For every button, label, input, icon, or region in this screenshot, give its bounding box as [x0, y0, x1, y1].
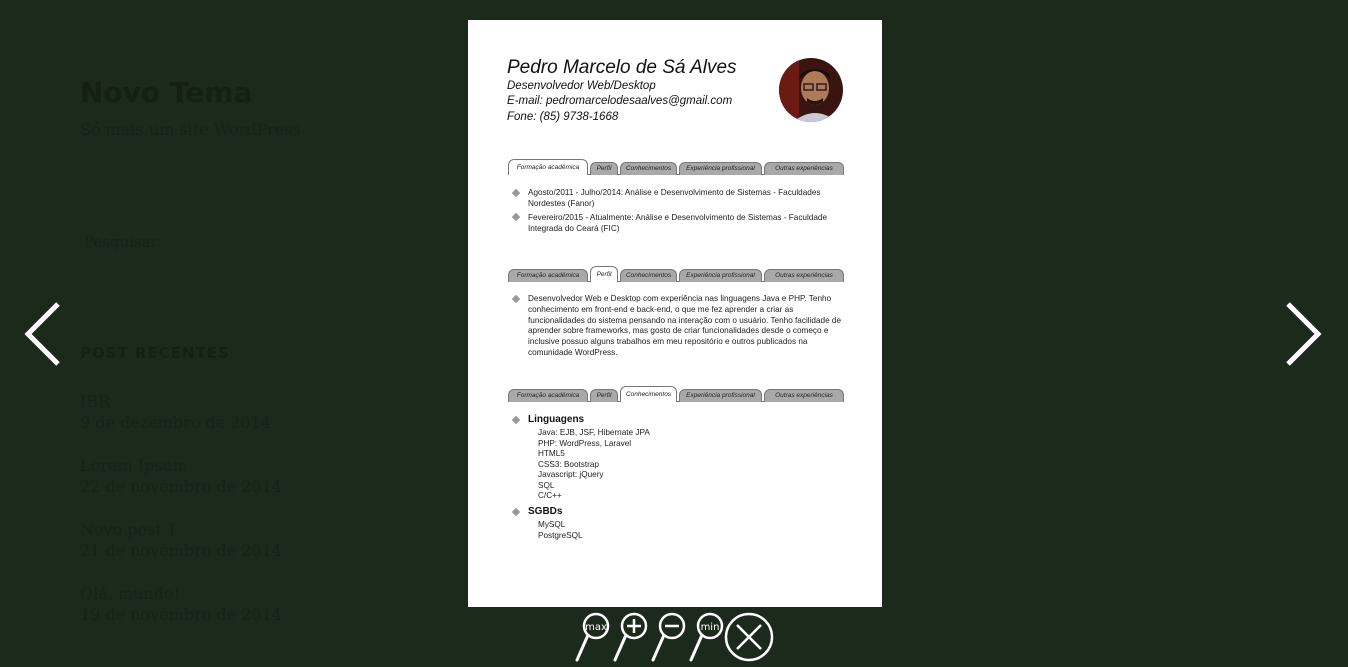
zoom-max-label: max: [585, 622, 607, 633]
tab-experiencia: Experiência profissional: [679, 269, 762, 282]
recent-post: [80, 520, 282, 560]
zoom-min-label: min: [700, 622, 720, 633]
bullet-icon: [512, 508, 520, 516]
site-description: Só mais um site WordPress: [80, 120, 301, 139]
zoom-out-icon: [650, 611, 688, 663]
post-title: Lorem Ipsum: [80, 456, 188, 475]
resume-role: Desenvolvedor Web/Desktop: [507, 80, 656, 92]
magnifier-icon: [574, 611, 612, 663]
tab-formacao: Formação acadêmica: [508, 159, 588, 175]
chevron-right-icon: [1284, 300, 1324, 368]
post-date: 19 de novembro de 2014: [80, 605, 282, 624]
tab-bar: [508, 157, 844, 177]
site-title: Novo Tema: [80, 76, 253, 109]
skill-item: HTML5: [538, 449, 565, 458]
post-date: 9 de dezembro de 2014: [80, 413, 271, 432]
tab-bar: [508, 384, 844, 404]
search-input: Pesquisar: [84, 233, 158, 251]
viewer-toolbar: [574, 611, 776, 664]
tab-perfil: Perfil: [590, 162, 618, 175]
post-title: Olá, mundo!: [80, 584, 181, 603]
profile-text: Desenvolvedor Web e Desktop com experiência nas linguagens Java e PHP. Tenho conhecimento em front-end e back-end, o que me fez aprender a criar as funcionalidades do sistema pensando na interação com o usuário. Tenho facilidade de aprender sobre frameworks, mas gosto de criar funcionalidades desde o começo e inclusive possuo alguns trabalhos em meu repositório e outros publicados na comunidade WordPress.: [528, 294, 842, 357]
bullet-icon: [512, 416, 520, 424]
tab-outras: Outras experiências: [764, 389, 844, 402]
magnifier-icon: [688, 611, 726, 663]
zoom-min-button[interactable]: [688, 611, 726, 667]
post-date: 21 de novembro de 2014: [80, 541, 282, 560]
post-title: Novo post 1: [80, 520, 178, 539]
skill-item: CSS3: Bootstrap: [538, 459, 599, 469]
resume-document: [468, 20, 882, 607]
tab-perfil: Perfil: [590, 389, 618, 402]
databases-heading: SGBDs: [528, 506, 563, 517]
post-title: IBR: [80, 392, 111, 411]
zoom-in-icon: [612, 611, 650, 663]
tab-formacao: Formação acadêmica: [508, 389, 588, 402]
tab-conhecimentos: Conhecimentos: [620, 386, 677, 402]
tab-outras: Outras experiências: [764, 269, 844, 282]
tab-bar: [508, 264, 844, 284]
previous-button[interactable]: [22, 300, 62, 368]
close-button[interactable]: [724, 611, 776, 667]
profile-photo: [779, 58, 843, 122]
tab-experiencia: Experiência profissional: [679, 162, 762, 175]
recent-post: [80, 584, 282, 624]
tab-conhecimentos: Conhecimentos: [620, 162, 677, 175]
skill-item: Javascript: jQuery: [538, 470, 604, 479]
recent-posts-heading: POST RECENTES: [80, 344, 230, 362]
skill-item: PHP: WordPress, Laravel: [538, 438, 632, 448]
languages-heading: Linguagens: [528, 414, 585, 425]
bullet-icon: [512, 213, 520, 221]
recent-post: [80, 456, 282, 496]
resume-name: Pedro Marcelo de Sá Alves: [507, 57, 737, 78]
chevron-left-icon: [22, 300, 62, 368]
zoom-in-button[interactable]: [612, 611, 650, 667]
bullet-icon: [512, 295, 520, 303]
tab-conhecimentos: Conhecimentos: [620, 269, 677, 282]
recent-post: [80, 392, 271, 432]
bullet-icon: [512, 189, 520, 197]
zoom-out-button[interactable]: [650, 611, 688, 667]
skill-item: SQL: [538, 480, 555, 490]
resume-phone: Fone: (85) 9738-1668: [507, 111, 619, 123]
education-item: Fevereiro/2015 - Atualmente: Análise e Desenvolvimento de Sistemas - Faculdade Integrada do Ceará (FIC): [528, 213, 828, 233]
education-item: Agosto/2011 - Julho/2014: Análise e Desenvolvimento de Sistemas - Faculdades Nordestes (Fanor): [528, 188, 821, 208]
skill-item: MySQL: [538, 520, 566, 529]
next-button[interactable]: [1284, 300, 1324, 368]
skill-item: C/C++: [538, 491, 562, 500]
post-date: 22 de novembro de 2014: [80, 477, 282, 496]
tab-perfil: Perfil: [590, 266, 618, 282]
tab-outras: Outras experiências: [764, 162, 844, 175]
zoom-max-button[interactable]: [574, 611, 612, 667]
tab-experiencia: Experiência profissional: [679, 389, 762, 402]
close-icon: [724, 611, 776, 663]
skill-item: PostgreSQL: [538, 530, 583, 540]
skill-item: Java: EJB, JSF, Hibernate JPA: [538, 428, 650, 437]
resume-email: E-mail: pedromarcelodesaalves@gmail.com: [507, 95, 733, 107]
tab-formacao: Formação acadêmica: [508, 269, 588, 282]
